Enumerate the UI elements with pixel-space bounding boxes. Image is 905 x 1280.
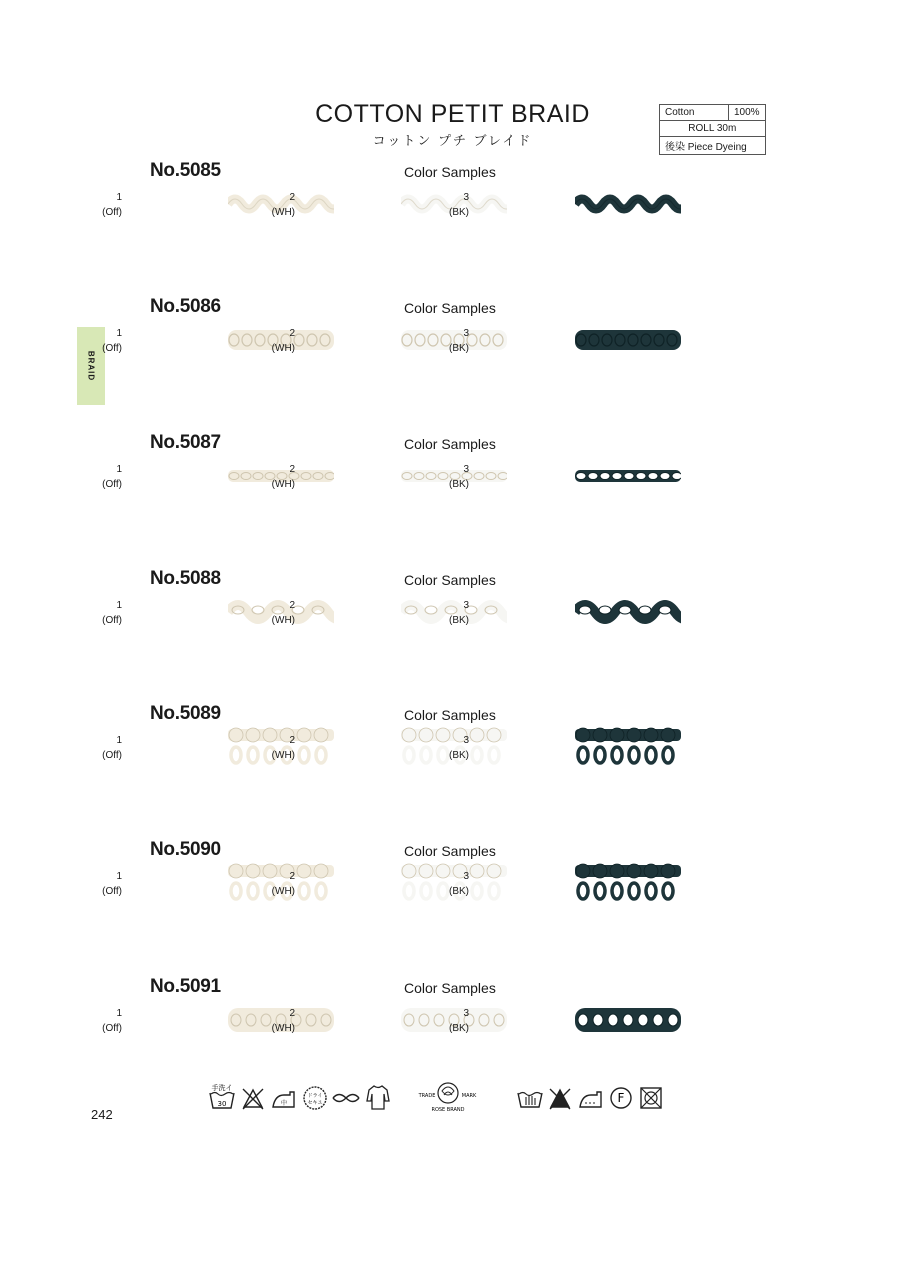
product-number: No.5091 — [150, 976, 221, 997]
braid-swatch — [575, 861, 681, 905]
sample-number: 3 — [463, 464, 469, 475]
sample-label — [272, 462, 295, 492]
spec-roll: ROLL 30m — [660, 121, 766, 137]
product-number: No.5090 — [150, 839, 221, 860]
sample-code: (WH) — [271, 886, 295, 897]
spec-dyeing: 後染 Piece Dyeing — [660, 137, 766, 155]
sample-code: (BK) — [449, 207, 469, 218]
sample-number: 3 — [463, 192, 469, 203]
sample-label — [449, 462, 469, 492]
dry-clean-f-icon — [609, 1086, 633, 1110]
page-number: 242 — [91, 1107, 113, 1122]
no-bleach-icon-2 — [547, 1085, 573, 1111]
brand-name: ROSE BRAND — [431, 1107, 465, 1113]
sample-label — [272, 326, 295, 356]
sample-number: 2 — [289, 464, 295, 475]
svg-text:中: 中 — [280, 1100, 288, 1107]
iron-medium-icon — [270, 1087, 298, 1111]
sample-number: 1 — [116, 600, 122, 611]
wring-icon — [331, 1089, 361, 1107]
page-title: COTTON PETIT BRAID — [315, 100, 590, 128]
sample-label — [272, 1006, 295, 1036]
sample-label — [449, 598, 469, 628]
product-row — [0, 160, 905, 280]
side-tab-label: BRAID — [86, 350, 96, 382]
sample-number: 2 — [289, 871, 295, 882]
braid-swatch — [575, 725, 681, 769]
sample-label — [449, 1006, 469, 1036]
sample-number: 1 — [116, 328, 122, 339]
color-samples-label: Color Samples — [404, 707, 496, 723]
product-number: No.5086 — [150, 296, 221, 317]
sample-code: (BK) — [449, 750, 469, 761]
sample-code: (BK) — [449, 343, 469, 354]
sample-code: (BK) — [449, 1023, 469, 1034]
sample-code: (Off) — [102, 207, 122, 218]
sample-label — [449, 733, 469, 763]
product-number: No.5088 — [150, 568, 221, 589]
color-samples-label: Color Samples — [404, 300, 496, 316]
braid-swatch — [575, 182, 681, 226]
sample-label — [272, 869, 295, 899]
brand-trade: TRADE — [418, 1093, 436, 1099]
sample-number: 2 — [289, 192, 295, 203]
sample-code: (Off) — [102, 750, 122, 761]
spec-material: Cotton — [660, 105, 729, 121]
color-samples-label: Color Samples — [404, 843, 496, 859]
braid-swatch — [575, 590, 681, 634]
sample-number: 2 — [289, 328, 295, 339]
braid-swatch — [575, 318, 681, 362]
sample-label — [449, 869, 469, 899]
sample-code: (Off) — [102, 615, 122, 626]
no-bleach-icon — [240, 1085, 266, 1111]
product-number: No.5089 — [150, 703, 221, 724]
care-icons — [205, 1081, 665, 1117]
sample-label — [102, 190, 122, 220]
dry-clean-icon — [302, 1085, 328, 1111]
sample-number: 3 — [463, 735, 469, 746]
sample-number: 1 — [116, 871, 122, 882]
sample-code: (Off) — [102, 343, 122, 354]
sample-code: (BK) — [449, 886, 469, 897]
sample-number: 3 — [463, 1008, 469, 1019]
product-row — [0, 432, 905, 552]
sample-code: (WH) — [271, 1023, 295, 1034]
sample-code: (Off) — [102, 1023, 122, 1034]
line-dry-icon — [365, 1083, 391, 1111]
rose-brand-logo — [417, 1077, 479, 1119]
product-number: No.5087 — [150, 432, 221, 453]
spec-table — [659, 104, 766, 155]
sample-code: (WH) — [271, 615, 295, 626]
sample-label — [102, 462, 122, 492]
sample-code: (Off) — [102, 886, 122, 897]
color-samples-label: Color Samples — [404, 164, 496, 180]
hand-wash-icon — [208, 1081, 236, 1111]
sample-code: (BK) — [449, 615, 469, 626]
sample-code: (WH) — [271, 207, 295, 218]
spec-percent: 100% — [729, 105, 766, 121]
svg-text:セキユ: セキユ — [307, 1100, 323, 1106]
sample-label — [449, 190, 469, 220]
color-samples-label: Color Samples — [404, 572, 496, 588]
dry-clean-label: ドライ — [307, 1093, 323, 1099]
product-row — [0, 296, 905, 416]
f-label: F — [617, 1091, 625, 1105]
product-row — [0, 839, 905, 959]
sample-number: 2 — [289, 600, 295, 611]
sample-number: 3 — [463, 328, 469, 339]
sample-label — [102, 598, 122, 628]
sample-label — [102, 326, 122, 356]
wash-temp: 30 — [217, 1100, 227, 1108]
color-samples-label: Color Samples — [404, 980, 496, 996]
sample-number: 1 — [116, 735, 122, 746]
sample-code: (WH) — [271, 750, 295, 761]
sample-code: (WH) — [271, 343, 295, 354]
color-samples-label: Color Samples — [404, 436, 496, 452]
sample-number: 1 — [116, 192, 122, 203]
sample-number: 2 — [289, 735, 295, 746]
sample-code: (Off) — [102, 479, 122, 490]
braid-swatch — [575, 454, 681, 498]
sample-number: 2 — [289, 1008, 295, 1019]
product-row — [0, 703, 905, 823]
sample-number: 3 — [463, 600, 469, 611]
product-number: No.5085 — [150, 160, 221, 181]
hand-wash-label: 手洗イ — [211, 1084, 233, 1092]
sample-label — [102, 733, 122, 763]
page-subtitle: コットン プチ ブレイド — [372, 133, 533, 148]
iron-low-icon — [577, 1087, 605, 1111]
sample-number: 1 — [116, 464, 122, 475]
sample-label — [102, 869, 122, 899]
sample-label — [102, 1006, 122, 1036]
sample-number: 1 — [116, 1008, 122, 1019]
sample-code: (BK) — [449, 479, 469, 490]
brand-mark: MARK — [461, 1093, 477, 1099]
sample-label — [272, 190, 295, 220]
sample-label — [272, 598, 295, 628]
sample-label — [272, 733, 295, 763]
no-tumble-dry-icon — [639, 1086, 663, 1110]
sample-number: 3 — [463, 871, 469, 882]
braid-swatch — [575, 998, 681, 1042]
sample-code: (WH) — [271, 479, 295, 490]
hand-wash-icon-2 — [516, 1085, 544, 1111]
sample-label — [449, 326, 469, 356]
product-row — [0, 568, 905, 688]
